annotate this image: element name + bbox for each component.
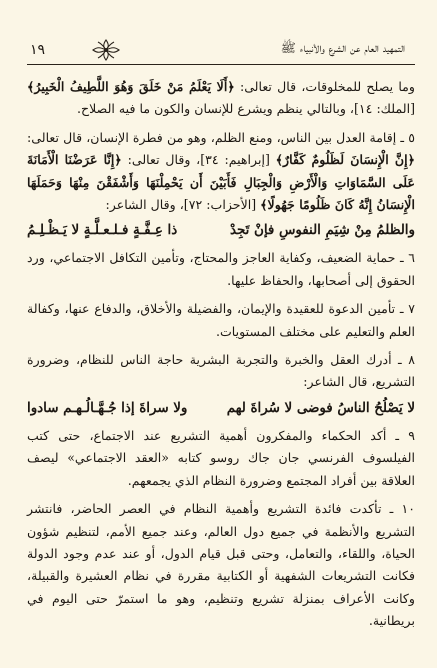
text: [الأحزاب: ٧٢]، وقال الشاعر: <box>105 197 261 213</box>
verse-second-hemistich: ولا سراةَ إذا جُـهَّـالُـهـم سادوا <box>27 399 188 416</box>
verse-first-hemistich: لا يَصْلُحُ الناسُ فوضى لا سُراةَ لهم <box>226 399 415 416</box>
paragraph-9: ٩ ـ أكد الحكماء والمفكرون أهمية التشريع عند الاجتماع، حتى كتب الفيلسوف الفرنسي جان جاك روسو كتابه «العقد الاجتماعي» ليصف العلاقة بين أفراد المجتمع وضرورة النظام الذي يجمعهم. <box>27 427 415 488</box>
floral-ornament-icon <box>90 37 122 63</box>
text: [الملك: ١٤]، وبالتالي ينظم ويشرع للإنسان والكون ما فيه الصلاح. <box>77 101 415 117</box>
paragraph-5 <box>27 127 415 217</box>
text: ٥ ـ إقامة العدل بين الناس، ومنع الظلم، وهو من فطرة الإنسان، قال تعالى: <box>27 129 415 145</box>
paragraph-intro <box>27 76 415 121</box>
text: [إبراهيم: ٣٤]، وقال تعالى: <box>121 152 276 168</box>
verse-second-hemistich: ذا عِـفَّـةٍ فـلـعـلَّـةٍ لا يَـظْـلِـمُ <box>27 222 178 239</box>
text: وما يصلح للمخلوقات، قال تعالى: <box>234 79 415 94</box>
paragraph-8: ٨ ـ أدرك العقل والخبرة والتجربة البشرية حاجة الناس للنظام، وضرورة التشريع، قال الشاعر: <box>27 352 415 390</box>
paragraph-10: ١٠ ـ تأكدت فائدة التشريع وأهمية النظام في العصر الحاضر، فانتشر التشريع والأنظمة في جميع دول العالم، وعند جميع الأمم، لتنظيم شؤون الحياة، واللقاء، والتعامل، وحتى قبل قيام الدول، أو عند عدم وجود الدولة فكانت التشريعات الشفهية أو الكتابية مقررة في نظام العشيرة والقبيلة، وكانت الأعراف بمنزلة تشريع وتنظيم، وهو ما استمرّ حتى اليوم في بريطانية. <box>27 501 415 629</box>
quran-verse: ﴿إِنَّ الْإِنسَانَ لَظَلُومٌ كَفَّارٌ﴾ <box>275 152 416 168</box>
paragraph-6: ٦ ـ حماية الضعيف، وكفاية العاجز والمحتاج، وتأمين التكافل الاجتماعي، ورد الحقوق إلى أصحابها، والحفاظ عليها. <box>27 250 415 288</box>
running-title: التمهيد العام عن الشرع والأنبياء ﷺ <box>280 40 405 55</box>
poetry-verse-1 <box>27 218 415 243</box>
poetry-verse-2 <box>27 396 415 421</box>
header-rule <box>27 64 415 65</box>
quran-verse: ﴿إِنَّا عَرَضْنَا الْأَمَانَةَ عَلَى السَّمَاوَاتِ وَالْأَرْضِ وَالْجِبَالِ فَأَبَيْنَ أَن يَحْمِلْنَهَا وَأَشْفَقْنَ مِنْهَا وَحَمَلَهَا الْإِنسَانُ إِنَّهُ كَانَ ظَلُومًا جَهُولًا﴾ <box>27 152 415 213</box>
paragraph-7: ٧ ـ تأمين الدعوة للعقيدة والإيمان، والفضيلة والأخلاق، والدفاع عنها، وكفالة العلم والتعليم على مختلف المستويات. <box>27 301 415 339</box>
verse-first-hemistich: والظلمُ مِنْ شِيَمِ النفوسِ فإنْ تَجِدْ <box>229 222 415 239</box>
page-number: ١٩ <box>30 42 46 58</box>
page-header <box>27 0 415 64</box>
quran-verse: ﴿أَلَا يَعْلَمُ مَنْ خَلَقَ وَهُوَ اللَّطِيفُ الْخَبِيرُ﴾ <box>27 79 235 94</box>
page-body <box>27 64 415 633</box>
